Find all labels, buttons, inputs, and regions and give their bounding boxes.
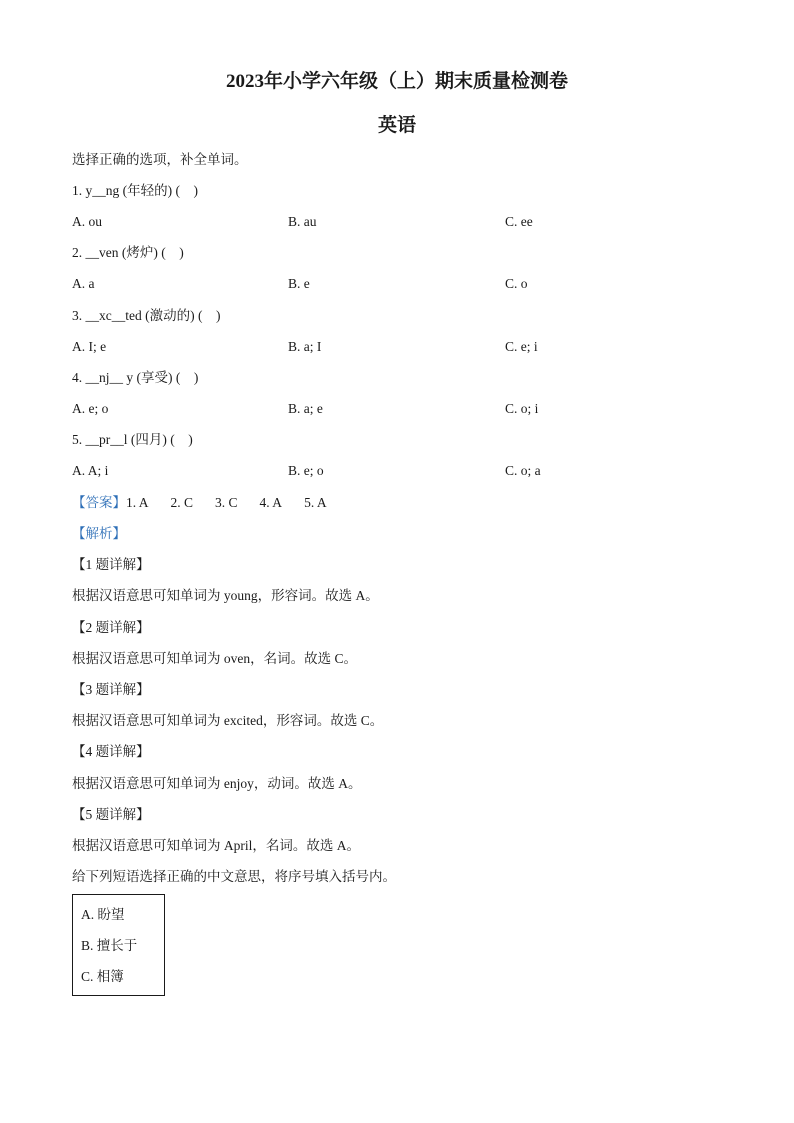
question-5-option-b: B. e; o (288, 463, 324, 478)
choice-a: A. 盼望 (81, 907, 125, 922)
question-5-option-a: A. A; i (72, 463, 109, 478)
question-2-option-c: C. o (505, 276, 528, 291)
question-3-option-c: C. e; i (505, 339, 538, 354)
question-1-option-a: A. ou (72, 214, 102, 229)
detail-2-heading: 【2 题详解】 (72, 620, 150, 635)
detail-3-heading: 【3 题详解】 (72, 682, 150, 697)
question-4-option-c: C. o; i (505, 401, 539, 416)
answer-item-4: 4. A (259, 495, 283, 510)
detail-1-heading: 【1 题详解】 (72, 557, 150, 572)
detail-1-text: 根据汉语意思可知单词为 young，形容词。故选 A。 (72, 588, 379, 603)
answer-label: 【答案】 (72, 495, 126, 510)
question-4-option-b: B. a; e (288, 401, 323, 416)
choice-b: B. 擅长于 (81, 938, 138, 953)
analysis-label: 【解析】 (72, 526, 126, 541)
question-4-stem: 4. __nj__ y (享受) ( ) (72, 370, 199, 385)
question-5-option-c: C. o; a (505, 463, 541, 478)
answer-item-3: 3. C (215, 495, 238, 510)
section1-instruction: 选择正确的选项，补全单词。 (72, 152, 248, 167)
detail-3-text: 根据汉语意思可知单词为 excited，形容词。故选 C。 (72, 713, 384, 728)
question-1-option-c: C. ee (505, 214, 533, 229)
document-title: 2023年小学六年级（上）期末质量检测卷 (225, 71, 568, 92)
section2-instruction: 给下列短语选择正确的中文意思，将序号填入括号内。 (72, 869, 396, 884)
choices-box (72, 894, 165, 996)
question-5-stem: 5. __pr__l (四月) ( ) (72, 432, 193, 447)
answer-item-2: 2. C (170, 495, 194, 510)
answer-item-5: 5. A (304, 495, 327, 510)
subject-title: 英语 (377, 115, 416, 136)
question-2-option-a: A. a (72, 276, 95, 291)
question-3-stem: 3. __xc__ted (激动的) ( ) (72, 308, 221, 323)
detail-4-text: 根据汉语意思可知单词为 enjoy，动词。故选 A。 (72, 776, 362, 791)
question-2-stem: 2. __ven (烤炉) ( ) (72, 245, 184, 260)
question-4-option-a: A. e; o (72, 401, 109, 416)
answer-line (72, 494, 349, 512)
detail-5-text: 根据汉语意思可知单词为 April，名词。故选 A。 (72, 838, 360, 853)
detail-2-text: 根据汉语意思可知单词为 oven，名词。故选 C。 (72, 651, 357, 666)
question-3-option-a: A. I; e (72, 339, 107, 354)
question-3-option-b: B. a; I (288, 339, 322, 354)
question-1-stem: 1. y__ng (年轻的) ( ) (72, 183, 198, 198)
detail-5-heading: 【5 题详解】 (72, 807, 150, 822)
question-1-option-b: B. au (288, 214, 317, 229)
choice-c: C. 相簿 (81, 969, 124, 984)
detail-4-heading: 【4 题详解】 (72, 744, 150, 759)
question-2-option-b: B. e (288, 276, 310, 291)
answer-item-1: 1. A (126, 495, 149, 510)
